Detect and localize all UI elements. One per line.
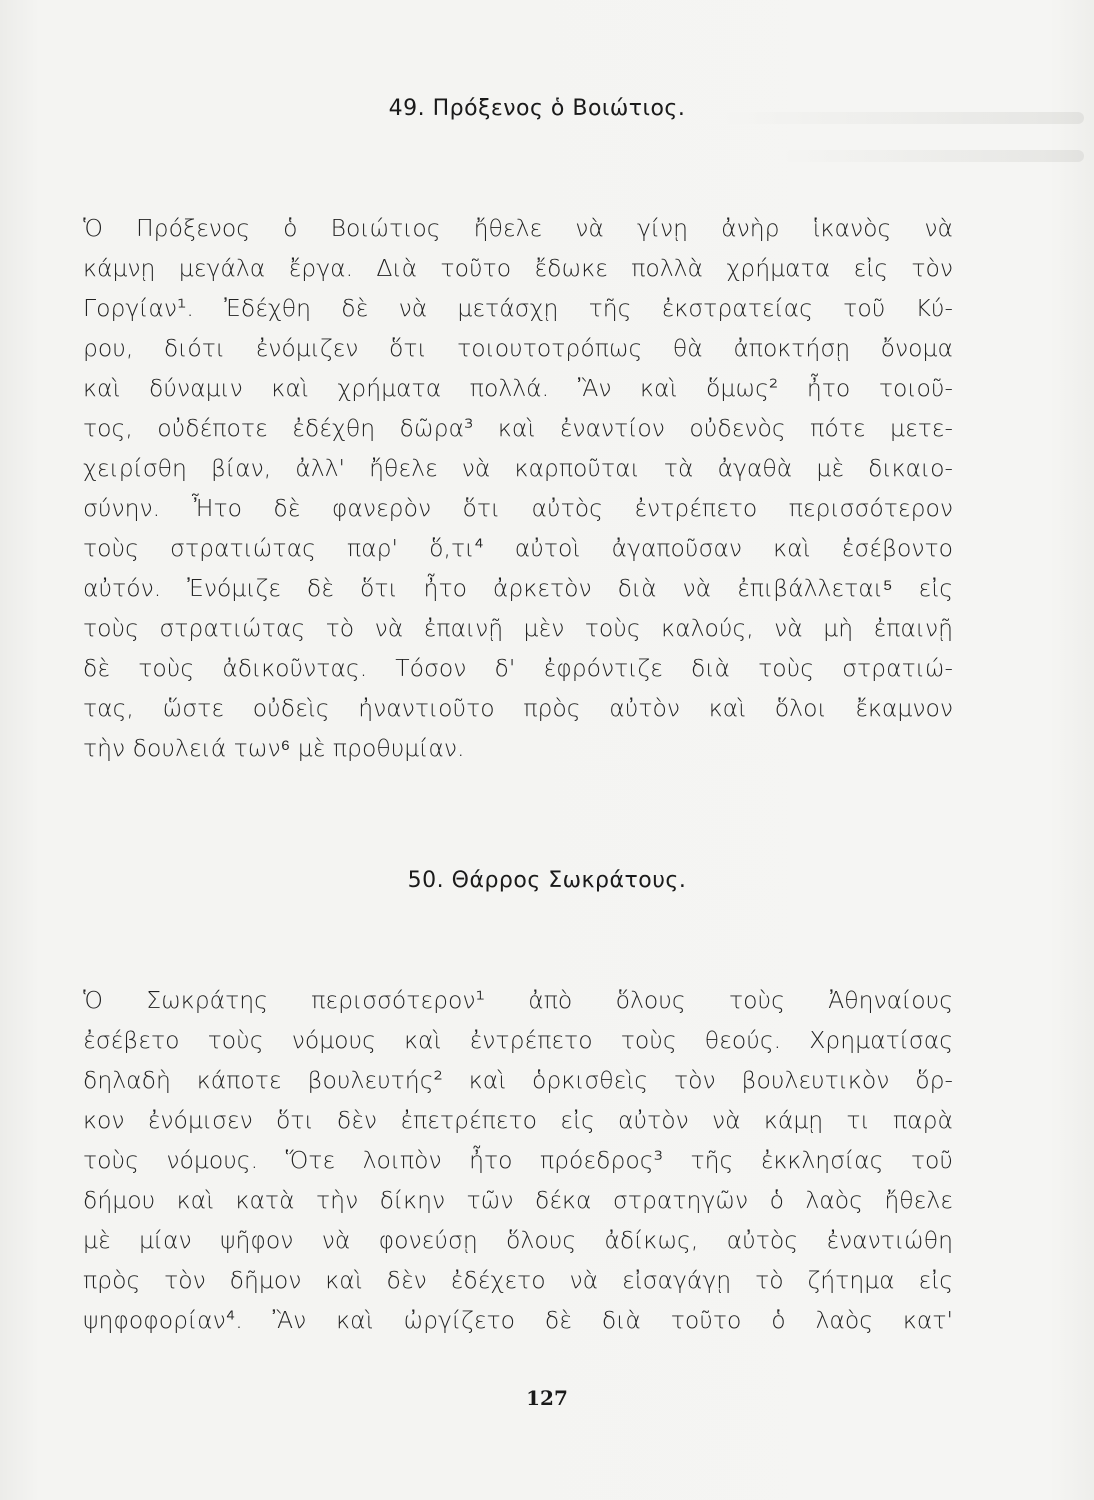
text-line: τας, ὥστε οὐδεὶς ἠναντιοῦτο πρὸς αὐτὸν καὶ ὅλοι ἔκαμνον	[83, 694, 953, 722]
text-line: ἐσέβετο τοὺς νόμους καὶ ἐντρέπετο τοὺς θεούς. Χρηματίσας	[83, 1026, 953, 1054]
section-heading-50: 50. Θάρρος Σωκράτους.	[407, 868, 687, 893]
text-line: χειρίσθη βίαν, ἀλλ' ἤθελε νὰ καρποῦται τὰ ἀγαθὰ μὲ δικαιο-	[83, 454, 953, 482]
text-line: τὴν δουλειά των⁶ μὲ προθυμίαν.	[83, 734, 465, 762]
text-line: δήμου καὶ κατὰ τὴν δίκην τῶν δέκα στρατηγῶν ὁ λαὸς ἤθελε	[83, 1186, 953, 1214]
text-line: ψηφοφορίαν⁴. Ἂν καὶ ὠργίζετο δὲ διὰ τοῦτο ὁ λαὸς κατ'	[83, 1306, 953, 1334]
section-49-paragraph	[83, 208, 953, 768]
section-heading-49: 49. Πρόξενος ὁ Βοιώτιος.	[388, 96, 686, 121]
text-line: δὲ τοὺς ἀδικοῦντας. Τόσον δ' ἐφρόντιζε διὰ τοὺς στρατιώ-	[83, 654, 953, 682]
text-line: δηλαδὴ κάποτε βουλευτής² καὶ ὁρκισθεὶς τὸν βουλευτικὸν ὅρ-	[83, 1066, 953, 1094]
section-50-paragraph	[83, 980, 953, 1340]
text-line: καὶ δύναμιν καὶ χρήματα πολλά. Ἂν καὶ ὅμως² ἦτο τοιοῦ-	[83, 374, 953, 402]
page-number: 127	[526, 1386, 568, 1410]
text-line: κον ἐνόμισεν ὅτι δὲν ἐπετρέπετο εἰς αὐτὸν νὰ κάμῃ τι παρὰ	[83, 1106, 953, 1134]
text-line: τοὺς στρατιώτας παρ' ὅ,τι⁴ αὐτοὶ ἀγαποῦσαν καὶ ἐσέβοντο	[83, 534, 953, 562]
text-line: Ὁ Σωκράτης περισσότερον¹ ἀπὸ ὅλους τοὺς Ἀθηναίους	[83, 986, 953, 1014]
text-line: τοὺς στρατιώτας τὸ νὰ ἐπαινῇ μὲν τοὺς καλούς, νὰ μὴ ἐπαινῇ	[83, 614, 953, 642]
text-line: ρου, διότι ἐνόμιζεν ὅτι τοιουτοτρόπως θὰ ἀποκτήσῃ ὄνομα	[83, 334, 953, 362]
text-line: τος, οὐδέποτε ἐδέχθη δῶρα³ καὶ ἐναντίον οὐδενὸς πότε μετε-	[83, 414, 953, 442]
text-line: σύνην. Ἦτο δὲ φανερὸν ὅτι αὐτὸς ἐντρέπετο περισσότερον	[83, 494, 953, 522]
text-line: τοὺς νόμους. Ὅτε λοιπὸν ἦτο πρόεδρος³ τῆς ἐκκλησίας τοῦ	[83, 1146, 953, 1174]
text-line: Ὁ Πρόξενος ὁ Βοιώτιος ἤθελε νὰ γίνῃ ἀνὴρ ἱκανὸς νὰ	[83, 214, 953, 242]
show-through-shadow	[784, 150, 1084, 162]
text-line: κάμνῃ μεγάλα ἔργα. Διὰ τοῦτο ἔδωκε πολλὰ χρήματα εἰς τὸν	[83, 254, 953, 282]
text-line: αὐτόν. Ἐνόμιζε δὲ ὅτι ἦτο ἀρκετὸν διὰ νὰ ἐπιβάλλεται⁵ εἰς	[83, 574, 953, 602]
text-line: Γοργίαν¹. Ἐδέχθη δὲ νὰ μετάσχῃ τῆς ἐκστρατείας τοῦ Κύ-	[83, 294, 953, 322]
text-line: πρὸς τὸν δῆμον καὶ δὲν ἐδέχετο νὰ εἰσαγάγῃ τὸ ζήτημα εἰς	[83, 1266, 953, 1294]
text-line: μὲ μίαν ψῆφον νὰ φονεύσῃ ὅλους ἀδίκως, αὐτὸς ἐναντιώθη	[83, 1226, 953, 1254]
